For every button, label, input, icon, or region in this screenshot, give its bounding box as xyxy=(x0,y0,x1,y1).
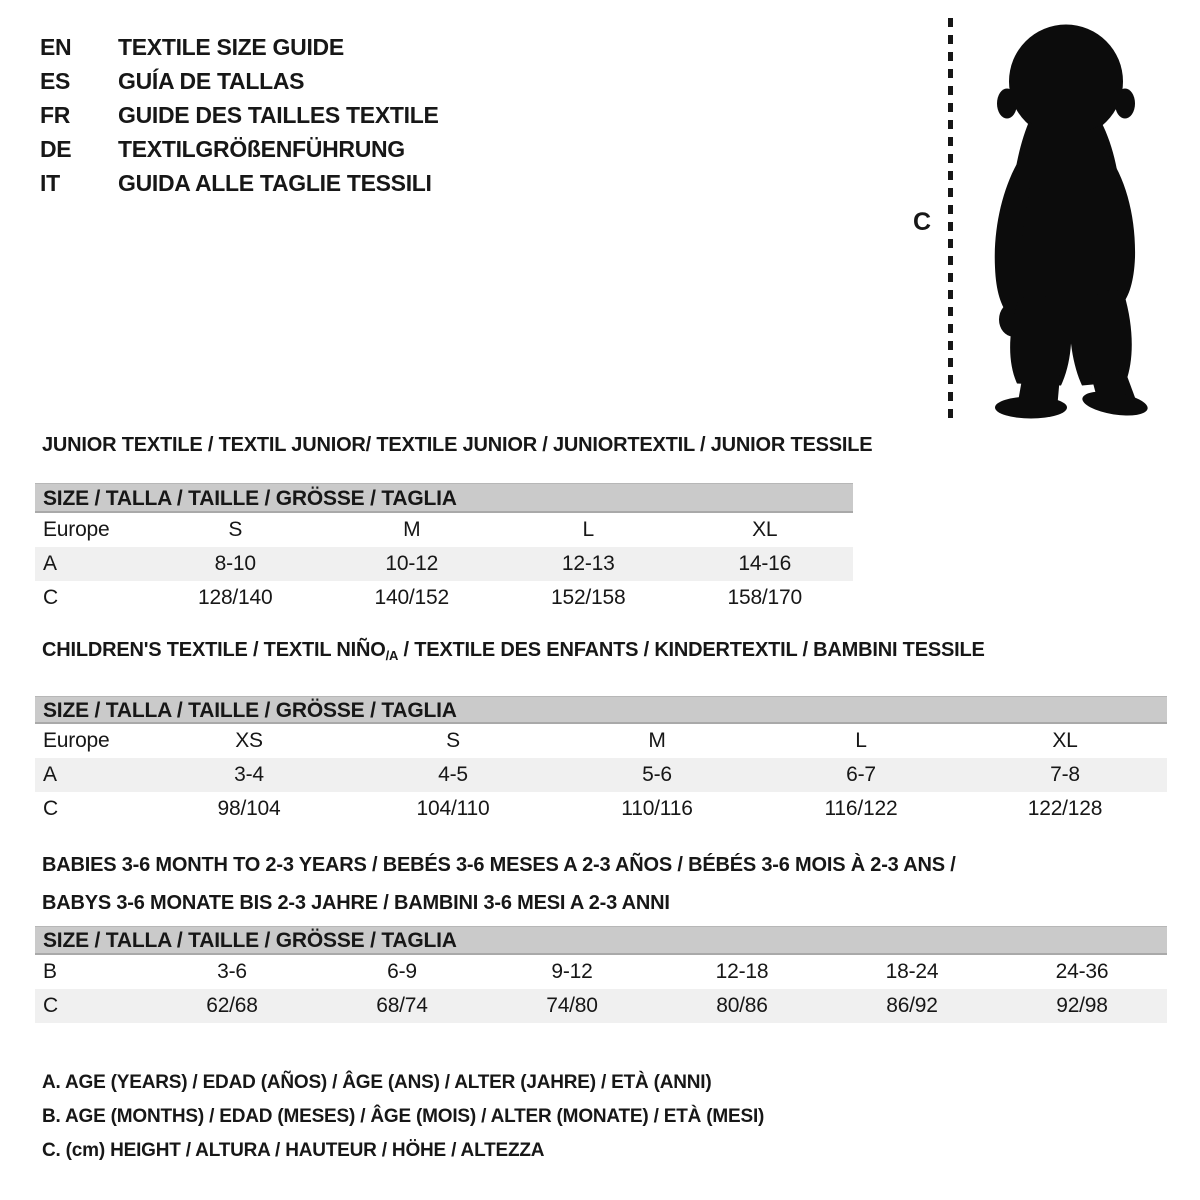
size-cell: 3-4 xyxy=(234,763,264,786)
children-textile-section xyxy=(35,638,1167,826)
size-cell: M xyxy=(403,518,421,541)
size-cell: 14-16 xyxy=(738,552,792,575)
lang-row-en xyxy=(40,30,439,64)
size-cell: XL xyxy=(1052,729,1078,752)
table-row-europe xyxy=(35,724,1167,758)
children-title-sub: /A xyxy=(385,648,399,663)
table-row-a xyxy=(35,758,1167,792)
size-cell: 152/158 xyxy=(550,586,626,609)
size-cell: 12-13 xyxy=(561,552,615,575)
row-label: C xyxy=(43,797,58,820)
junior-size-table xyxy=(35,513,853,615)
size-cell: 10-12 xyxy=(385,552,439,575)
legend xyxy=(42,1066,764,1168)
children-size-table xyxy=(35,724,1167,826)
size-cell: 12-18 xyxy=(715,960,769,983)
guide-title-es: GUÍA DE TALLAS xyxy=(118,68,305,94)
legend-line-b: B. AGE (MONTHS) / EDAD (MESES) / ÂGE (MOIS) / ALTER (MONATE) / ETÀ (MESI) xyxy=(42,1106,765,1127)
size-cell: M xyxy=(648,729,666,752)
junior-textile-section xyxy=(35,433,873,615)
row-label: A xyxy=(43,763,57,786)
row-label: C xyxy=(43,586,58,609)
height-label-c: C xyxy=(913,208,932,236)
size-cell: 116/122 xyxy=(824,797,898,820)
babies-size-header-band: SIZE / TALLA / TAILLE / GRÖSSE / TAGLIA xyxy=(35,926,1167,955)
size-cell: 128/140 xyxy=(197,586,273,609)
size-cell: 18-24 xyxy=(885,960,939,983)
size-cell: 6-7 xyxy=(846,763,876,786)
table-row-c xyxy=(35,792,1167,826)
legend-line-c: C. (cm) HEIGHT / ALTURA / HAUTEUR / HÖHE / ALTEZZA xyxy=(42,1140,545,1161)
junior-section-title xyxy=(42,433,873,457)
size-cell: 3-6 xyxy=(217,960,247,983)
size-cell: L xyxy=(855,729,867,752)
lang-code: EN xyxy=(40,34,72,60)
row-label: Europe xyxy=(43,518,110,541)
row-label: Europe xyxy=(43,729,110,752)
size-cell: 140/152 xyxy=(374,586,449,609)
size-cell: 8-10 xyxy=(214,552,256,575)
children-size-header-band: SIZE / TALLA / TAILLE / GRÖSSE / TAGLIA xyxy=(35,696,1167,724)
table-row-c xyxy=(35,989,1167,1023)
size-cell: 24-36 xyxy=(1055,960,1109,983)
size-cell: 86/92 xyxy=(886,994,938,1017)
row-label: C xyxy=(43,994,58,1017)
size-cell: 4-5 xyxy=(438,763,468,786)
size-cell: 68/74 xyxy=(376,994,428,1017)
babies-title-line2: BABYS 3-6 MONATE BIS 2-3 JAHRE / BAMBINI 3-6 MESI A 2-3 ANNI xyxy=(42,892,670,914)
size-cell: 110/116 xyxy=(621,797,693,820)
junior-size-header-band: SIZE / TALLA / TAILLE / GRÖSSE / TAGLIA xyxy=(35,483,853,513)
legend-line-a: A. AGE (YEARS) / EDAD (AÑOS) / ÂGE (ANS) / ALTER (JAHRE) / ETÀ (ANNI) xyxy=(42,1072,712,1093)
children-title-post: / TEXTILE DES ENFANTS / KINDERTEXTIL / BAMBINI TESSILE xyxy=(398,639,985,661)
children-title-pre: CHILDREN'S TEXTILE / TEXTIL NIÑO xyxy=(42,639,386,661)
size-cell: 7-8 xyxy=(1050,763,1080,786)
table-row-a xyxy=(35,547,853,581)
table-row-c xyxy=(35,581,853,615)
size-cell: 9-12 xyxy=(551,960,593,983)
size-cell: 74/80 xyxy=(546,994,598,1017)
junior-title-text: JUNIOR TEXTILE / TEXTIL JUNIOR/ TEXTILE JUNIOR / JUNIORTEXTIL / JUNIOR TESSILE xyxy=(42,434,873,456)
size-cell: S xyxy=(228,518,243,541)
guide-title-de: TEXTILGRÖßENFÜHRUNG xyxy=(118,136,405,162)
size-cell: 62/68 xyxy=(206,994,258,1017)
lang-row-it xyxy=(40,166,439,200)
lang-code: DE xyxy=(40,136,72,162)
babies-section-title xyxy=(42,846,1167,922)
babies-size-table xyxy=(35,955,1167,1023)
babies-title-line1: BABIES 3-6 MONTH TO 2-3 YEARS / BEBÉS 3-6 MESES A 2-3 AÑOS / BÉBÉS 3-6 MOIS À 2-3 ANS / xyxy=(42,854,956,876)
lang-row-es xyxy=(40,64,439,98)
lang-code: IT xyxy=(40,170,60,196)
size-cell: 6-9 xyxy=(387,960,417,983)
row-label: A xyxy=(43,552,57,575)
lang-row-fr xyxy=(40,98,439,132)
size-cell: S xyxy=(446,729,460,752)
language-header xyxy=(40,30,439,200)
lang-row-de xyxy=(40,132,439,166)
size-cell: 104/110 xyxy=(416,797,490,820)
table-row-b xyxy=(35,955,1167,989)
babies-textile-section xyxy=(35,846,1167,1023)
size-cell: 158/170 xyxy=(727,586,802,609)
children-section-title xyxy=(42,638,1167,668)
row-label: B xyxy=(43,960,57,983)
size-cell: XL xyxy=(752,518,778,541)
table-row-europe xyxy=(35,513,853,547)
guide-title-en: TEXTILE SIZE GUIDE xyxy=(118,34,344,60)
size-cell: L xyxy=(582,518,594,541)
baby-silhouette xyxy=(965,14,1165,422)
guide-title-fr: GUIDE DES TAILLES TEXTILE xyxy=(118,102,439,128)
size-cell: 5-6 xyxy=(642,763,672,786)
size-cell: 98/104 xyxy=(217,797,281,820)
height-measure-line xyxy=(948,18,953,418)
size-cell: XS xyxy=(235,729,263,752)
size-cell: 80/86 xyxy=(716,994,768,1017)
lang-code: FR xyxy=(40,102,71,128)
lang-code: ES xyxy=(40,68,71,94)
size-cell: 92/98 xyxy=(1056,994,1108,1017)
guide-title-it: GUIDA ALLE TAGLIE TESSILI xyxy=(118,170,432,196)
height-measure-figure xyxy=(895,10,1185,430)
size-cell: 122/128 xyxy=(1027,797,1103,820)
